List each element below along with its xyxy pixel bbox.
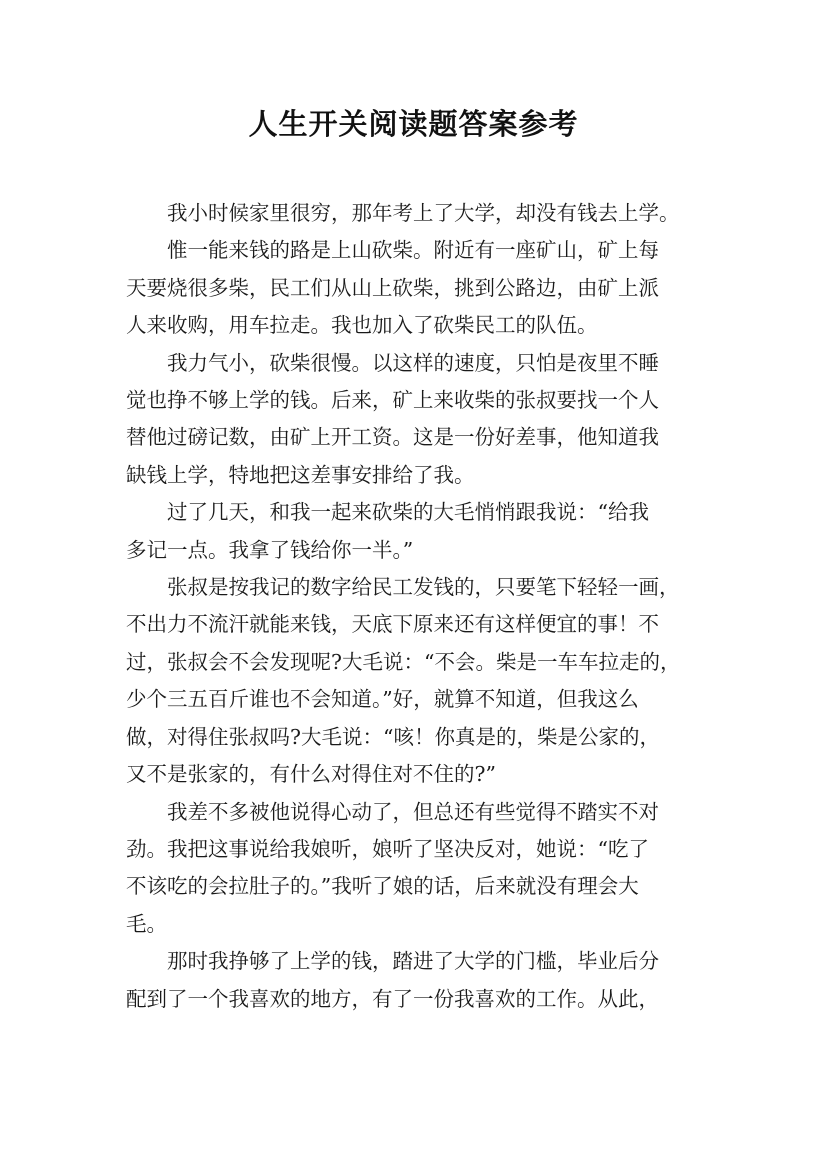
text-line: 我力气小，砍柴很慢。以这样的速度，只怕是夜里不睡 bbox=[167, 350, 659, 375]
text-line: 替他过磅记数，由矿上开工资。这是一份好差事，他知道我 bbox=[126, 425, 659, 450]
text-line: 又不是张家的，有什么对得住对不住的?” bbox=[126, 762, 496, 787]
text-line: 惟一能来钱的路是上山砍柴。附近有一座矿山，矿上每 bbox=[167, 238, 659, 263]
text-line: 不出力不流汗就能来钱，天底下原来还有这样便宜的事！不 bbox=[126, 612, 659, 637]
text-line: 过，张叔会不会发现呢?大毛说：“不会。柴是一车车拉走的， bbox=[126, 649, 681, 674]
paragraph-3 bbox=[126, 345, 712, 495]
text-line: 配到了一个我喜欢的地方，有了一份我喜欢的工作。从此， bbox=[126, 986, 659, 1011]
paragraph-4 bbox=[126, 494, 712, 569]
text-line: 人来收购，用车拉走。我也加入了砍柴民工的队伍。 bbox=[126, 313, 598, 338]
paragraph-5 bbox=[126, 569, 712, 793]
text-line: 多记一点。我拿了钱给你一半。” bbox=[126, 537, 414, 562]
text-line: 那时我挣够了上学的钱，踏进了大学的门槛，毕业后分 bbox=[167, 949, 659, 974]
text-line: 我小时候家里很穷，那年考上了大学，却没有钱去上学。 bbox=[167, 201, 680, 225]
document-body bbox=[126, 195, 712, 1018]
paragraph-7 bbox=[126, 943, 712, 1018]
paragraph-6 bbox=[126, 794, 712, 944]
text-line: 毛。 bbox=[126, 911, 167, 936]
text-line: 我差不多被他说得心动了，但总还有些觉得不踏实不对 bbox=[167, 799, 659, 824]
text-line: 张叔是按我记的数字给民工发钱的，只要笔下轻轻一画， bbox=[167, 575, 680, 600]
text-line: 少个三五百斤谁也不会知道。”好，就算不知道，但我这么 bbox=[126, 687, 639, 712]
text-line: 过了几天，和我一起来砍柴的大毛悄悄跟我说：“给我 bbox=[167, 500, 649, 525]
text-line: 觉也挣不够上学的钱。后来，矿上来收柴的张叔要找一个人 bbox=[126, 388, 659, 413]
text-line: 天要烧很多柴，民工们从山上砍柴，挑到公路边，由矿上派 bbox=[126, 275, 659, 300]
text-line: 不该吃的会拉肚子的。”我听了娘的话，后来就没有理会大 bbox=[126, 874, 639, 899]
paragraph-2 bbox=[126, 232, 712, 344]
text-line: 缺钱上学，特地把这差事安排给了我。 bbox=[126, 462, 475, 487]
document-title: 人生开关阅读题答案参考 bbox=[248, 107, 579, 141]
text-line: 劲。我把这事说给我娘听，娘听了坚决反对，她说：“吃了 bbox=[126, 836, 649, 861]
text-line: 做，对得住张叔吗?大毛说：“咳！你真是的，柴是公家的， bbox=[126, 724, 660, 749]
paragraph-1 bbox=[126, 195, 712, 232]
